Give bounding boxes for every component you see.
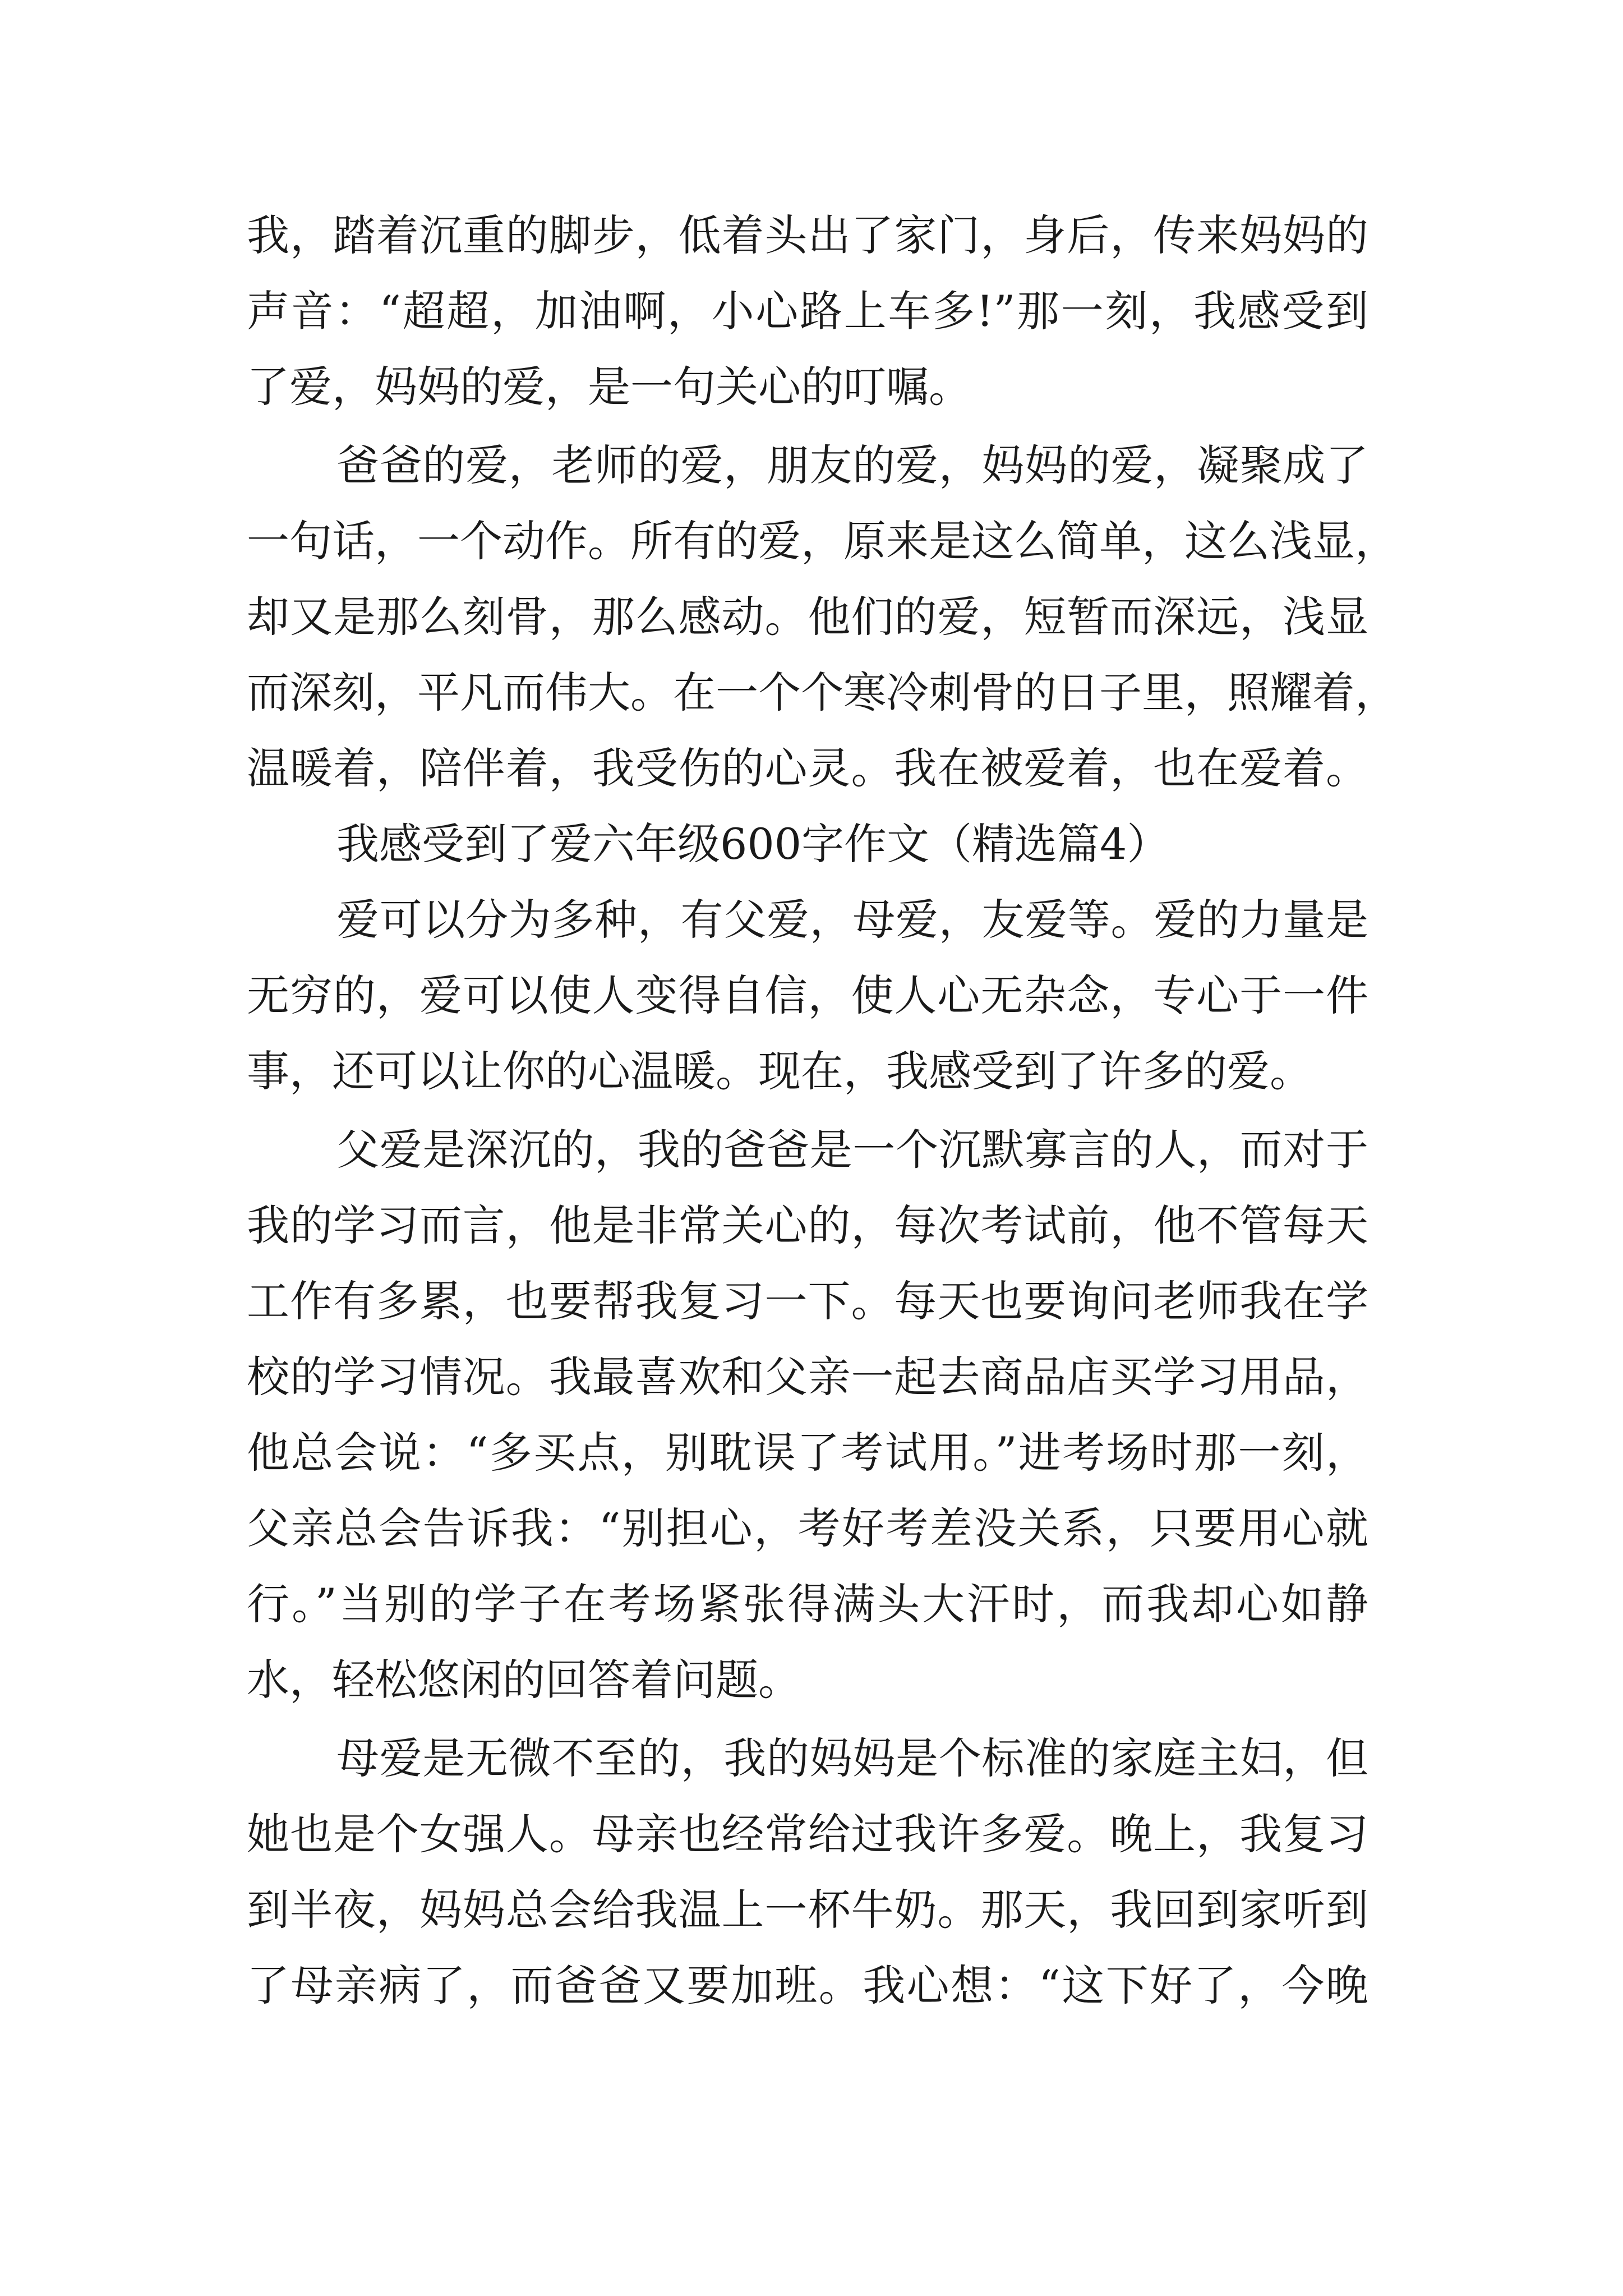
- paragraph-first-line: 爱可以分为多种，有父爱，母爱，友爱等。爱的力量是: [336, 895, 1368, 945]
- text-line: 行。”当别的学子在考场紧张得满头大汗时，而我却心如静: [247, 1579, 1368, 1629]
- text-line: 水，轻松悠闲的回答着问题。: [247, 1655, 801, 1705]
- text-line: 温暖着，陪伴着，我受伤的心灵。我在被爱着，也在爱着。: [247, 743, 1368, 793]
- text-line: 一句话，一个动作。所有的爱，原来是这么简单，这么浅显，: [247, 516, 1398, 566]
- text-line: 父亲总会告诉我：“别担心，考好考差没关系，只要用心就: [247, 1503, 1368, 1553]
- text-line: 无穷的，爱可以使人变得自信，使人心无杂念，专心于一件: [247, 970, 1368, 1020]
- text-line: 他总会说：“多买点，别耽误了考试用。”进考场时那一刻，: [247, 1428, 1368, 1478]
- text-line: 校的学习情况。我最喜欢和父亲一起去商品店买学习用品，: [247, 1352, 1368, 1402]
- text-line: 我的学习而言，他是非常关心的，每次考试前，他不管每天: [247, 1200, 1368, 1250]
- text-line: 事，还可以让你的心温暖。现在，我感受到了许多的爱。: [247, 1046, 1312, 1096]
- text-line: 了爱，妈妈的爱，是一句关心的叮嘱。: [247, 362, 971, 412]
- text-line: 了母亲病了，而爸爸又要加班。我心想：“这下好了，今晚: [247, 1961, 1368, 2010]
- paragraph-first-line: 母爱是无微不至的，我的妈妈是个标准的家庭主妇，但: [336, 1733, 1368, 1783]
- paragraph-first-line: 父爱是深沉的，我的爸爸是一个沉默寡言的人，而对于: [336, 1125, 1368, 1175]
- text-line: 她也是个女强人。母亲也经常给过我许多爱。晚上，我复习: [247, 1809, 1368, 1859]
- text-line: 到半夜，妈妈总会给我温上一杯牛奶。那天，我回到家听到: [247, 1885, 1368, 1935]
- text-line: 而深刻，平凡而伟大。在一个个寒冷刺骨的日子里，照耀着，: [247, 668, 1398, 717]
- text-line: 却又是那么刻骨，那么感动。他们的爱，短暂而深远，浅显: [247, 592, 1368, 642]
- text-line: 声音：“超超，加油啊，小心路上车多!”那一刻，我感受到: [247, 286, 1368, 336]
- text-line: 工作有多累，也要帮我复习一下。每天也要询问老师我在学: [247, 1276, 1368, 1326]
- section-heading: 我感受到了爱六年级600字作文（精选篇4）: [336, 819, 1170, 869]
- paragraph-first-line: 爸爸的爱，老师的爱，朋友的爱，妈妈的爱，凝聚成了: [336, 440, 1368, 490]
- text-line: 我，踏着沉重的脚步，低着头出了家门，身后，传来妈妈的: [247, 210, 1368, 260]
